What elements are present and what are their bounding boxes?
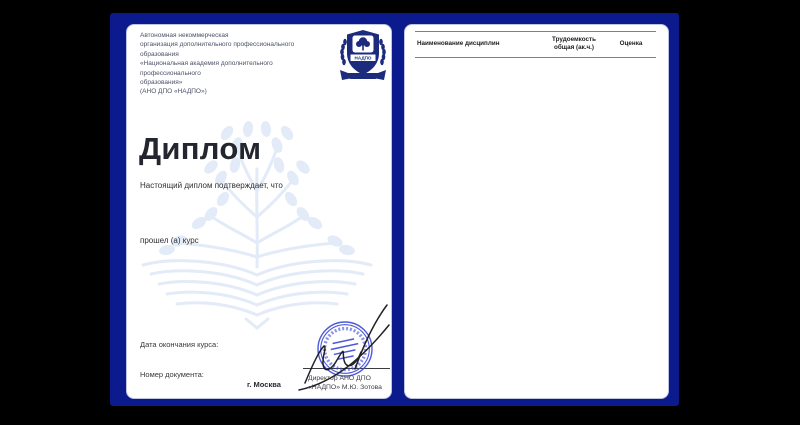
logo-name-text: НАДПО [354,55,372,61]
diploma-left-page [127,25,391,398]
org-line: (АНО ДПО «НАДПО») [140,88,207,96]
document-number-label: Номер документа: [140,370,204,379]
column-header-grade: Оценка [619,40,643,47]
org-line: Автономная некоммерческая [140,32,229,39]
statement-text: Настоящий диплом подтверждает, что [140,181,283,190]
course-end-date-label: Дата окончания курса: [140,340,219,349]
disciplines-table-header [415,31,656,58]
course-line-text: прошел (а) курс [140,236,199,245]
diploma-cover [110,13,679,406]
city-text: г. Москва [247,380,281,389]
director-line: Директор АНО ДПО [308,375,371,382]
organization-name [140,31,332,97]
director-line: «НАДПО» М.Ю. Зотова [308,384,382,391]
diploma-title: Диплом [139,131,262,166]
director-signature-caption [308,374,382,392]
column-header-discipline: Наименование дисциплин [417,40,500,47]
diploma-right-page [405,25,668,398]
column-header-hours: Трудоемкость общая (ак.ч.) [552,36,596,51]
org-line: образования» [140,79,183,87]
academy-emblem-icon [336,27,390,85]
org-line: организация дополнительного профессионального образования [140,41,295,58]
org-line: «Национальная академия дополнительного профессионального [140,60,273,77]
